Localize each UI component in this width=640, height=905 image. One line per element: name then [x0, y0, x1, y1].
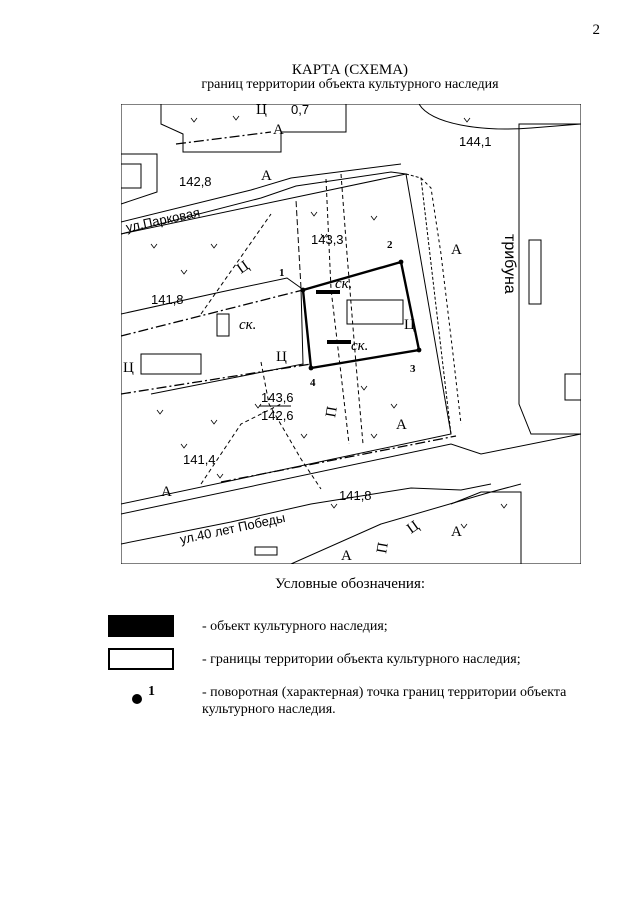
zone-sk-2: ск. — [335, 276, 353, 292]
zone-a-5: А — [161, 484, 172, 500]
zone-ts-1: Ц — [234, 257, 253, 278]
heritage-object-2 — [327, 340, 351, 344]
legend-swatch-outline — [108, 648, 174, 670]
zone-a-7: А — [451, 524, 462, 540]
turning-point-1 — [301, 288, 306, 293]
legend-text-territory-boundary: - границы территории объекта культурного наследия; — [202, 652, 521, 667]
turning-point-label-1: 1 — [279, 267, 285, 279]
elevation-0-7: 0,7 — [291, 104, 310, 117]
zone-p-2: П — [374, 541, 392, 555]
zone-sk-3: ск. — [351, 338, 369, 354]
turning-point-3 — [417, 348, 422, 353]
elevation-141-8-a: 141,8 — [151, 292, 184, 307]
elevation-142-8: 142,8 — [179, 174, 212, 189]
zone-a-3: А — [451, 242, 462, 258]
zone-sk-1: ск. — [239, 317, 257, 333]
zone-ts-5: Ц — [404, 517, 423, 538]
zone-a-2: А — [261, 168, 272, 184]
zone-ts-3: Ц — [123, 360, 134, 376]
elevation-143-3: 143,3 — [311, 232, 344, 247]
turning-point-4 — [309, 366, 314, 371]
legend-text-heritage-object: - объект культурного наследия; — [202, 619, 388, 634]
legend-title: Условные обозначения: — [274, 576, 426, 592]
zone-a-6: А — [341, 548, 352, 564]
street-tribuna: трибуна — [501, 234, 518, 294]
turning-point-label-3: 3 — [410, 363, 416, 375]
zone-a-4: А — [396, 417, 407, 433]
elevation-141-4: 141,4 — [183, 452, 216, 467]
street-parkovaya: ул.Парковая — [124, 204, 202, 235]
legend-text-turning-point: - поворотная (характерная) точка границ территории объекта культурного наследия. — [202, 685, 567, 717]
page-subtitle: границ территории объекта культурного наследия — [201, 77, 499, 92]
zone-ts-2: Ц — [276, 349, 287, 365]
turning-point-2 — [399, 260, 404, 265]
page-title: КАРТА (СХЕМА) — [291, 62, 409, 78]
page-number: 2 — [592, 22, 600, 38]
elevation-144-1: 144,1 — [459, 134, 492, 149]
zone-p-1: П — [323, 405, 341, 419]
elevation-142-6: 142,6 — [261, 408, 294, 423]
turning-point-label-4: 4 — [310, 377, 316, 389]
zone-ts-4: Ц — [404, 317, 415, 333]
zone-ts-top: Ц — [256, 104, 267, 118]
turning-point-label-2: 2 — [387, 239, 393, 251]
legend-turning-point-dot — [132, 694, 142, 704]
elevation-143-6: 143,6 — [261, 390, 294, 405]
zone-a-1: А — [273, 122, 284, 138]
elevation-141-8-b: 141,8 — [339, 488, 372, 503]
legend-turning-point-number: 1 — [148, 684, 155, 699]
cadastral-map — [121, 104, 581, 564]
street-pobedy: ул.40 лет Победы — [178, 509, 287, 547]
legend-swatch-filled — [108, 615, 174, 637]
